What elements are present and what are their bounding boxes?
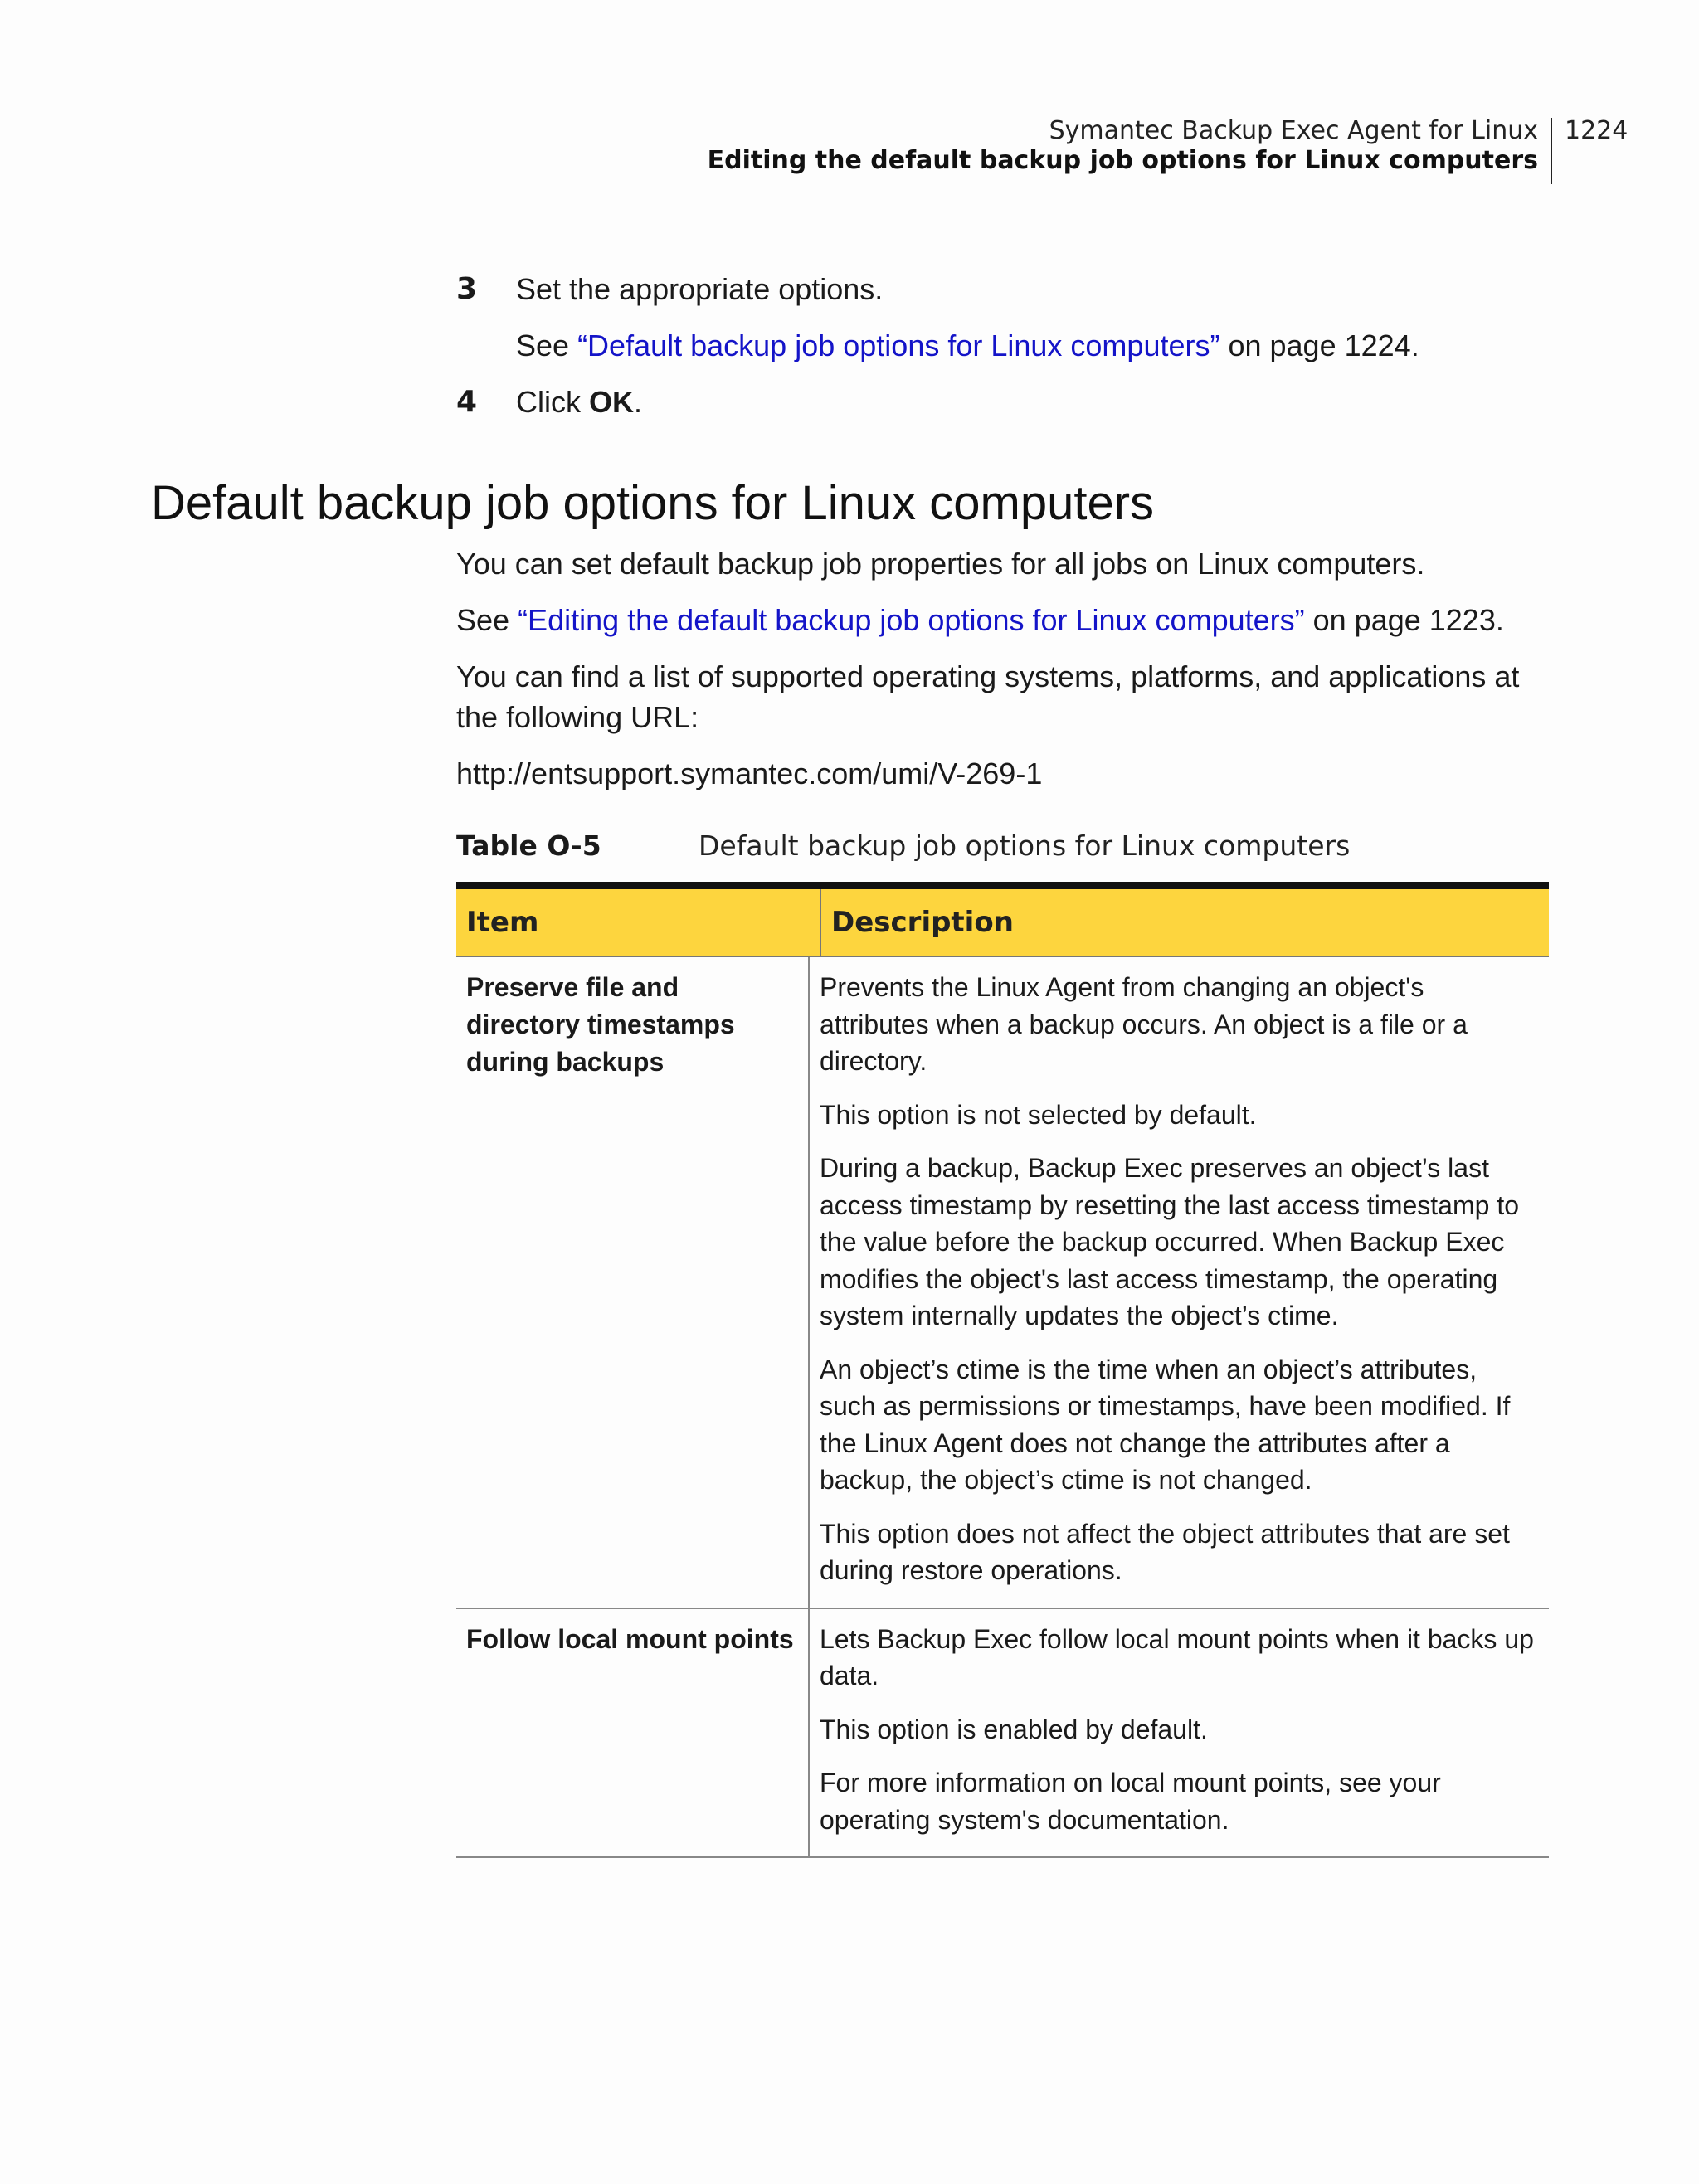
header-divider xyxy=(1551,118,1552,184)
table-label: Table O-5 xyxy=(456,829,601,862)
table-caption xyxy=(456,828,1351,864)
description-paragraph: An object’s ctime is the time when an object’s attributes, such as permissions or timestamps, have been modified. If the Linux Agent does not change the attributes after a backup, the object’s ctime is not changed. xyxy=(820,1354,1511,1495)
description-paragraph: This option does not affect the object attributes that are set during restore operations. xyxy=(820,1518,1510,1585)
see-also-link[interactable]: “Default backup job options for Linux computers” xyxy=(577,328,1220,362)
step-prefix: Click xyxy=(516,385,589,419)
supported-os-paragraph: You can find a list of supported operating systems, platforms, and applications at the following URL: xyxy=(456,659,1520,734)
step-number: 4 xyxy=(456,385,478,419)
see-suffix: on page 1224. xyxy=(1219,328,1419,362)
description-cell xyxy=(810,957,1549,1608)
table-top-rule xyxy=(456,882,1549,889)
see-suffix: on page 1223. xyxy=(1304,603,1504,637)
item-cell: Preserve file and directory timestamps during backups xyxy=(456,957,810,1608)
support-url-link[interactable]: http://entsupport.symantec.com/umi/V-269-1 xyxy=(456,756,1043,790)
header-chapter: Symantec Backup Exec Agent for Linux xyxy=(1049,116,1538,145)
description-paragraph: For more information on local mount points, see your operating system's documentation. xyxy=(820,1768,1441,1835)
table-title: Default backup job options for Linux computers xyxy=(699,829,1351,862)
see-prefix: See xyxy=(456,603,518,637)
step-suffix: . xyxy=(634,385,643,419)
description-paragraph: Prevents the Linux Agent from changing an object's attributes when a backup occurs. An object is a file or a directory. xyxy=(820,972,1468,1076)
table-row xyxy=(456,1609,1549,1859)
table-row xyxy=(456,957,1549,1609)
column-header-item: Item xyxy=(456,889,821,956)
item-cell: Follow local mount points xyxy=(456,1609,810,1857)
editing-options-link[interactable]: “Editing the default backup job options for Linux computers” xyxy=(518,603,1305,637)
column-header-description: Description xyxy=(831,906,1014,939)
description-paragraph: Lets Backup Exec follow local mount points when it backs up data. xyxy=(820,1623,1534,1690)
running-header xyxy=(708,116,1538,176)
page-number: 1224 xyxy=(1565,116,1628,145)
description-paragraph: During a backup, Backup Exec preserves an object’s last access timestamp by resetting the last access timestamp to the value before the backup occurred. When Backup Exec modifies the object's last access timestamp, the operating system internally updates the object’s ctime. xyxy=(820,1153,1519,1330)
see-prefix: See xyxy=(516,328,578,362)
description-paragraph: This option is enabled by default. xyxy=(820,1714,1208,1744)
options-table xyxy=(456,882,1549,1858)
section-heading: Default backup job options for Linux computers xyxy=(151,476,1155,530)
description-paragraph: This option is not selected by default. xyxy=(820,1099,1257,1130)
step-text: Set the appropriate options. xyxy=(516,272,884,306)
see-also-paragraph xyxy=(456,600,1543,640)
step-number: 3 xyxy=(456,272,478,306)
ok-label: OK xyxy=(589,385,634,419)
intro-paragraph: You can set default backup job properties for all jobs on Linux computers. xyxy=(456,547,1425,581)
table-header-row xyxy=(456,889,1549,957)
description-cell xyxy=(810,1609,1549,1857)
header-section: Editing the default backup job options for Linux computers xyxy=(707,146,1538,175)
